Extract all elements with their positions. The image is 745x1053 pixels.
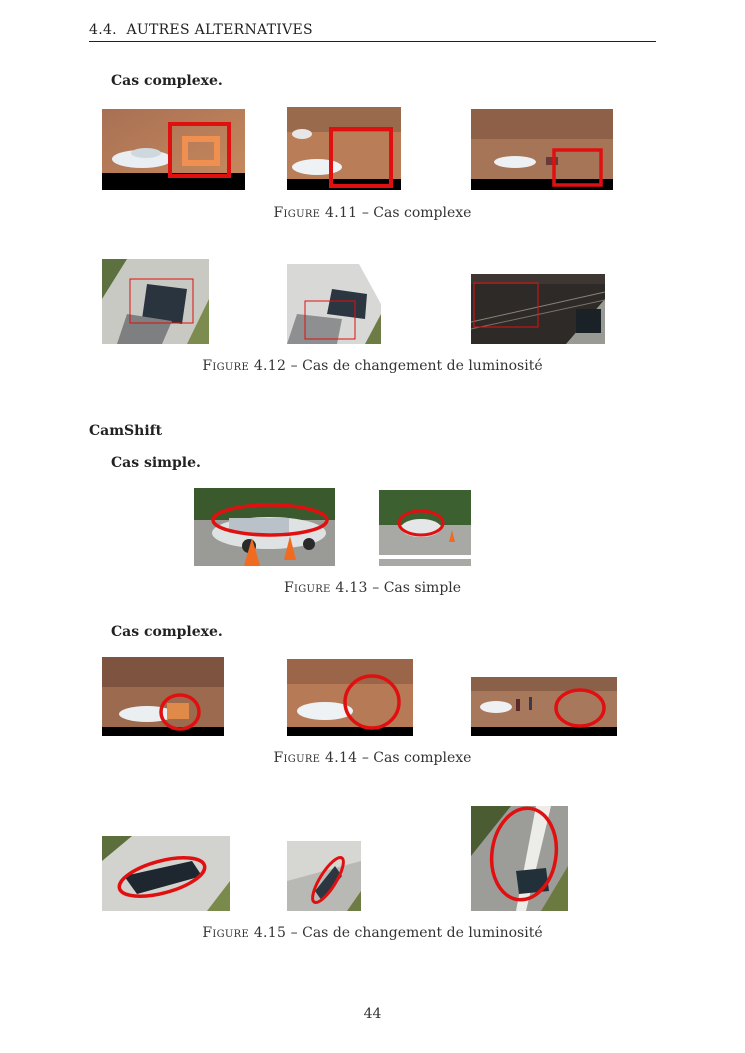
header-section-number: 4.4. <box>89 22 117 38</box>
figure-4-13-image-2 <box>379 490 471 566</box>
figure-label: Figure 4.13 <box>283 580 368 596</box>
paragraph-title-cas-complexe-1: Cas complexe. <box>111 73 223 89</box>
figure-4-11-caption: Figure 4.11 – Cas complexe <box>273 205 472 221</box>
figure-4-12-image-1 <box>102 259 209 344</box>
figure-4-14-caption: Figure 4.14 – Cas complexe <box>273 750 472 766</box>
figure-4-11-image-3 <box>471 109 613 190</box>
figure-label: Figure 4.11 <box>273 205 358 221</box>
figure-4-12-caption: Figure 4.12 – Cas de changement de luminosité <box>202 358 543 374</box>
figure-4-15-image-3 <box>471 806 568 911</box>
figure-4-15-image-1 <box>102 836 230 911</box>
figure-caption-text: Cas complexe <box>373 205 472 221</box>
figure-label: Figure 4.15 <box>202 925 287 941</box>
figure-4-12-image-3 <box>471 274 605 344</box>
section-title-camshift: CamShift <box>89 423 163 439</box>
paragraph-title-cas-complexe-2: Cas complexe. <box>111 624 223 640</box>
paragraph-title-cas-simple: Cas simple. <box>111 455 201 471</box>
header-rule <box>89 41 656 42</box>
figure-4-11-image-1 <box>102 109 245 190</box>
figure-4-11-image-2 <box>287 107 401 190</box>
running-header <box>89 22 313 38</box>
figure-caption-text: Cas de changement de luminosité <box>302 925 543 941</box>
figure-4-13-image-1 <box>194 488 335 566</box>
figure-caption-text: Cas complexe <box>373 750 472 766</box>
header-title: AUTRES ALTERNATIVES <box>126 22 313 38</box>
figure-4-14-image-3 <box>471 677 617 736</box>
page-number: 44 <box>363 1006 382 1022</box>
figure-4-12-image-2 <box>287 264 381 344</box>
figure-4-15-image-2 <box>287 841 361 911</box>
figure-4-14-image-1 <box>102 657 224 736</box>
figure-4-14-image-2 <box>287 659 413 736</box>
figure-label: Figure 4.14 <box>273 750 358 766</box>
figure-4-15-caption: Figure 4.15 – Cas de changement de luminosité <box>202 925 543 941</box>
figure-caption-text: Cas de changement de luminosité <box>302 358 543 374</box>
figure-4-13-caption: Figure 4.13 – Cas simple <box>283 580 462 596</box>
figure-caption-text: Cas simple <box>383 580 462 596</box>
figure-label: Figure 4.12 <box>202 358 287 374</box>
